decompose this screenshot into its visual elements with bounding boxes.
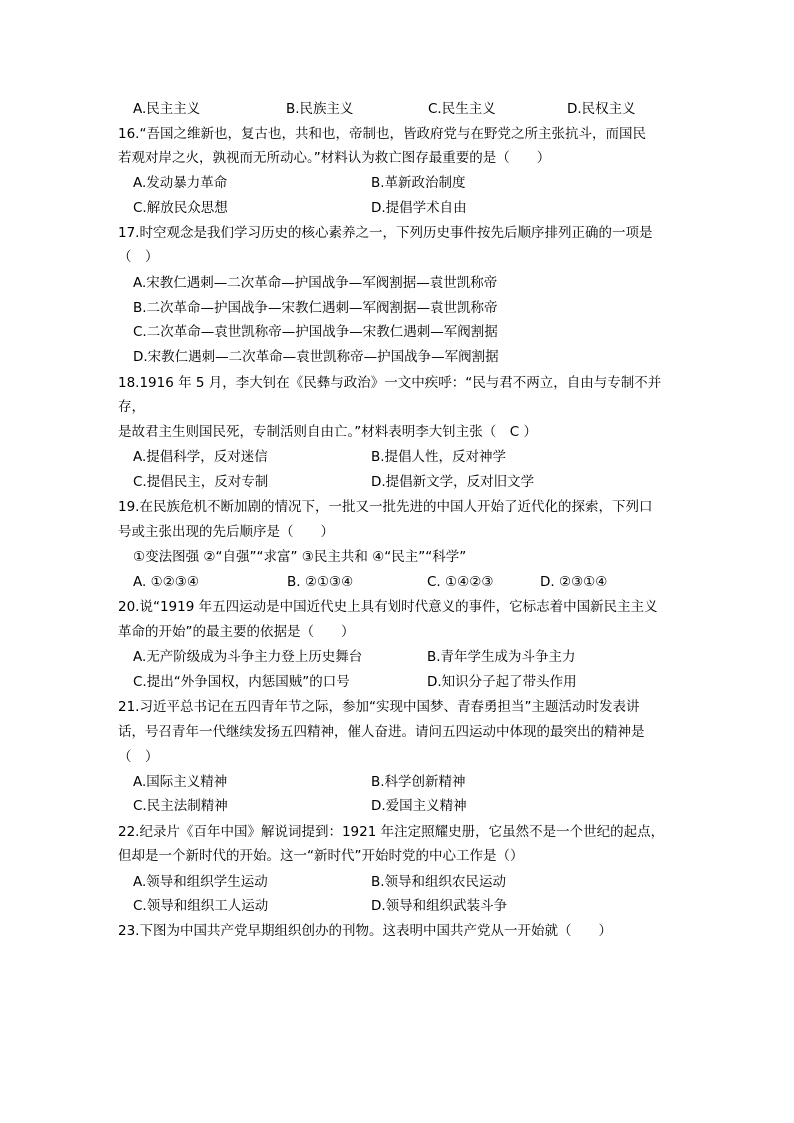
option-b[interactable]: B.领导和组织农民运动: [371, 874, 507, 890]
option-c[interactable]: C.民生主义: [428, 101, 496, 117]
option-d[interactable]: D. ②③①④: [540, 574, 608, 590]
question-text: （ ）: [118, 249, 159, 265]
option-a[interactable]: A. ①②③④: [133, 574, 199, 590]
option-a[interactable]: A.宋教仁遇刺—二次革命—护国战争—军阀割据—袁世凯称帝: [133, 275, 498, 291]
question-text: 若观对岸之火，孰视而无所动心。”材料认为救亡图存最重要的是（ ）: [118, 150, 551, 166]
option-d[interactable]: D.提倡新文学，反对旧文学: [371, 474, 535, 490]
option-c[interactable]: C.解放民众思想: [133, 200, 228, 216]
option-b[interactable]: B.科学创新精神: [371, 774, 466, 790]
option-a[interactable]: A.无产阶级成为斗争主力登上历史舞台: [133, 649, 363, 665]
option-c[interactable]: C. ①④②③: [427, 574, 494, 590]
option-c[interactable]: C.民主法制精神: [133, 798, 228, 814]
option-b[interactable]: B.二次革命—护国战争—宋教仁遇刺—军阀割据—袁世凯称帝: [133, 300, 498, 316]
question-text: 是故君主生则国民死，专制活则自由亡。”材料表明李大钊主张（ C ）: [118, 424, 537, 440]
option-c[interactable]: C.提出“外争国权，内惩国贼”的口号: [133, 674, 350, 690]
option-a[interactable]: A.领导和组织学生运动: [133, 874, 268, 890]
option-b[interactable]: B.民族主义: [286, 101, 354, 117]
question-text: 16.“吾国之维新也，复古也，共和也，帝制也，皆政府党与在野党之所主张抗斗，而国民: [118, 126, 646, 142]
numbered-items: ①变法图强 ②“自强”“求富” ③民主共和 ④“民主”“科学”: [133, 549, 467, 565]
option-b[interactable]: B. ②①③④: [287, 574, 354, 590]
option-a[interactable]: A.发动暴力革命: [133, 175, 228, 191]
question-text: 19.在民族危机不断加剧的情况下，一批又一批先进的中国人开始了近代化的探索，下列口: [118, 499, 653, 515]
question-text: 22.纪录片《百年中国》解说词提到：1921 年注定照耀史册，它虽然不是一个世纪的起点，: [118, 824, 665, 840]
option-b[interactable]: B.青年学生成为斗争主力: [427, 649, 576, 665]
question-text: 21.习近平总书记在五四青年节之际，参加“实现中国梦、青春勇担当”主题活动时发表讲: [118, 699, 640, 715]
option-a[interactable]: A.提倡科学，反对迷信: [133, 449, 268, 465]
question-text: 话，号召青年一代继续发扬五四精神，催人奋进。请问五四运动中体现的最突出的精神是: [118, 724, 645, 740]
question-text: 23.下图为中国共产党早期组织创办的刊物。这表明中国共产党从一开始就（ ）: [118, 923, 612, 939]
option-c[interactable]: C.领导和组织工人运动: [133, 898, 269, 914]
question-text: （ ）: [118, 749, 159, 765]
option-d[interactable]: D.领导和组织武装斗争: [371, 898, 508, 914]
option-a[interactable]: A.国际主义精神: [133, 774, 228, 790]
option-c[interactable]: C.提倡民主，反对专制: [133, 474, 269, 490]
question-text: 存，: [118, 399, 145, 415]
option-b[interactable]: B.革新政治制度: [371, 175, 466, 191]
option-d[interactable]: D.知识分子起了带头作用: [427, 674, 577, 690]
question-text: 20.说“1919 年五四运动是中国近代史上具有划时代意义的事件，它标志着中国新民主主义: [118, 599, 658, 615]
option-d[interactable]: D.提倡学术自由: [371, 200, 467, 216]
option-d[interactable]: D.民权主义: [567, 101, 636, 117]
option-d[interactable]: D.宋教仁遇刺—二次革命—袁世凯称帝—护国战争—军阀割据: [133, 349, 499, 365]
question-text: 号或主张出现的先后顺序是（ ）: [118, 524, 334, 540]
option-d[interactable]: D.爱国主义精神: [371, 798, 467, 814]
question-text: 但却是一个新时代的开始。这一“新时代”开始时党的中心工作是（）: [118, 848, 524, 864]
option-c[interactable]: C.二次革命—袁世凯称帝—护国战争—宋教仁遇刺—军阀割据: [133, 324, 498, 340]
question-text: 17.时空观念是我们学习历史的核心素养之一，下列历史事件按先后顺序排列正确的一项是: [118, 225, 653, 241]
question-text: 革命的开始”的最主要的依据是（ ）: [118, 624, 355, 640]
option-a[interactable]: A.民主主义: [133, 101, 201, 117]
question-text: 18.1916 年 5 月，李大钊在《民彝与政治》一文中疾呼：“民与君不两立，自由与专制不并: [118, 375, 662, 391]
option-b[interactable]: B.提倡人性，反对神学: [371, 449, 507, 465]
